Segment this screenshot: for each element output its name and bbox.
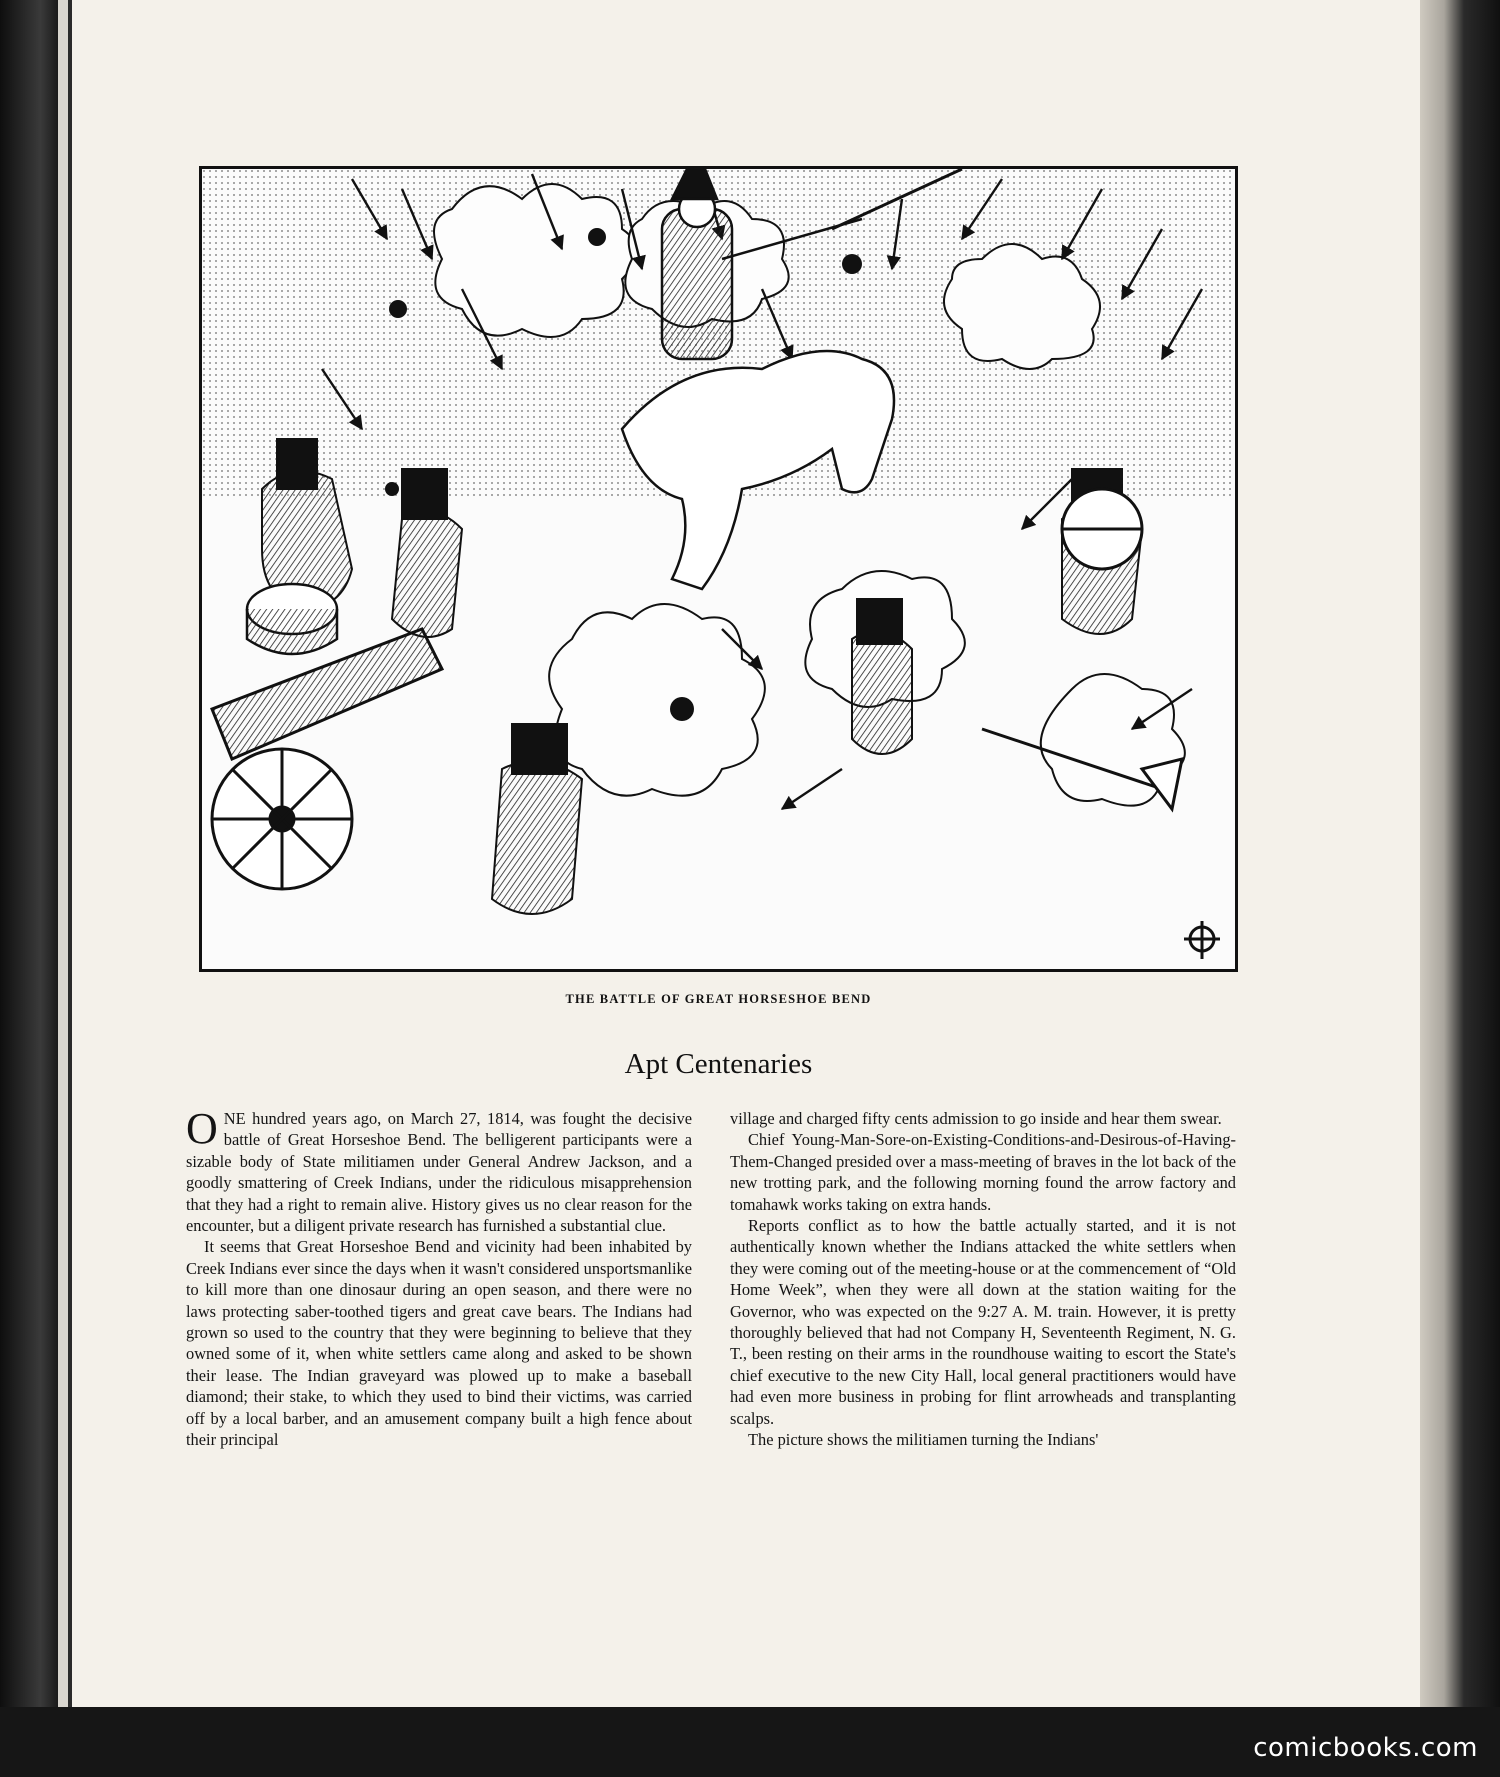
book-gutter-shadow [0, 0, 58, 1777]
battle-illustration [199, 166, 1238, 972]
page-right-edge [1420, 0, 1500, 1777]
paragraph: Reports conflict as to how the battle actually started, and it is not authentically known whether the Indians attacked the white settlers when they were coming out of the meeting-house or at the commencement of “Old Home Week”, when they were all down at the station waiting for the Governor, who was expected on the 9:27 A. M. train. However, it is pretty thoroughly believed that had not Company H, Seventeenth Regiment, N. G. T., been resting on their arms in the roundhouse waiting to escort the State's chief executive to the new City Hall, local general practitioners would have had even more business in probing for flint arrowheads and transplanting scalps. [730, 1216, 1236, 1428]
paragraph-text: NE hundred years ago, on March 27, 1814, was fought the decisive battle of Great Horseshoe Bend. The belligerent participants were a sizable body of State militiamen under General Andrew Jackson, and a goodly smattering of Creek Indians, under the ridiculous misapprehension that they had a right to remain alive. History gives us no clear reason for the encounter, but a diligent private research has furnished a substantial clue. [186, 1109, 692, 1236]
facing-page-edge [58, 0, 68, 1777]
battle-engraving-icon [202, 169, 1235, 969]
article-column-left [186, 1104, 692, 1451]
drop-cap: O [186, 1104, 218, 1153]
paragraph: village and charged fifty cents admission to go inside and hear them swear. [730, 1109, 1222, 1128]
paragraph: The picture shows the militiamen turning the Indians' [748, 1430, 1099, 1450]
paragraph [186, 1104, 692, 1236]
illustration-caption: THE BATTLE OF GREAT HORSESHOE BEND [565, 992, 872, 1006]
article-title: Apt Centenaries [624, 1048, 813, 1080]
paragraph: Chief Young-Man-Sore-on-Existing-Conditions-and-Desirous-of-Having-Them-Changed presided over a mass-meeting of braves in the lot back of the new trotting park, and the following morning found the arrow factory and tomahawk works taking on extra hands. [730, 1130, 1236, 1214]
paragraph: It seems that Great Horseshoe Bend and vicinity had been inhabited by Creek Indians ever since the days when it wasn't considered unsportsmanlike to kill more than one dinosaur during an open season, and there were no laws protecting saber-toothed tigers and great cave bears. The Indians had grown so used to the country that they were beginning to believe that they owned some of it, when white settlers came along and asked to be shown their lease. The Indian graveyard was plowed up to make a baseball diamond; their stake, to which they used to bind their victims, was carried off by a local barber, and an amusement company built a high fence about their principal [186, 1237, 692, 1450]
site-watermark: comicbooks.com [1253, 1733, 1478, 1763]
article-column-right [730, 1108, 1236, 1451]
